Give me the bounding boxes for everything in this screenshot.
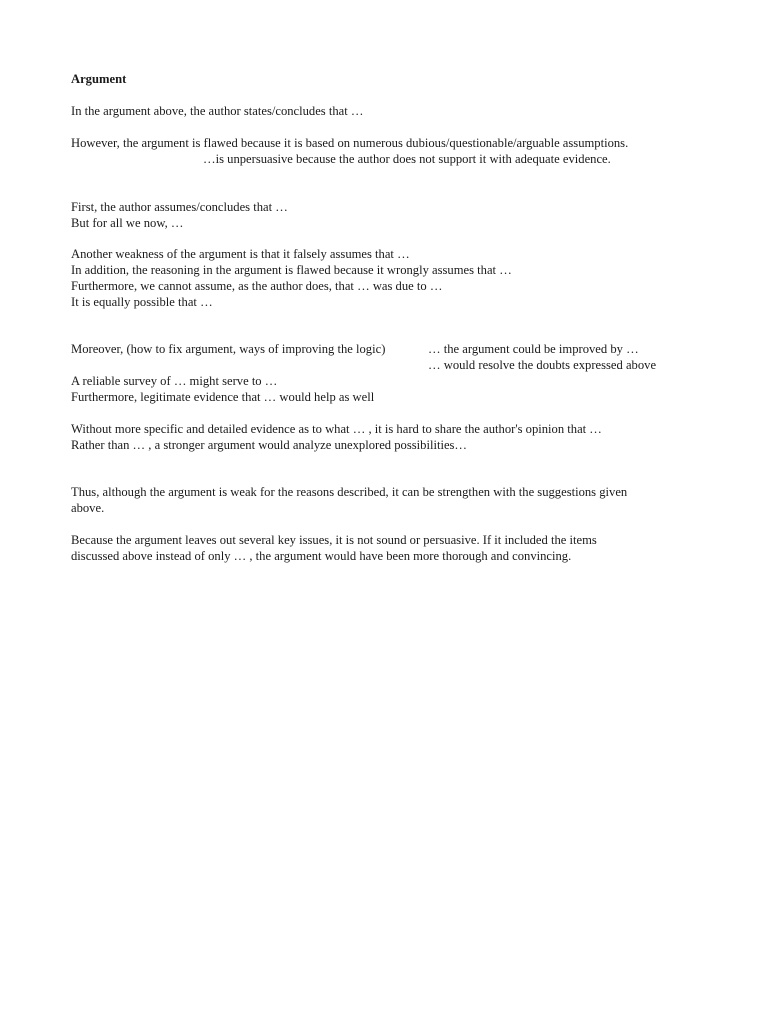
rather-line: Rather than … , a stronger argument would analyze unexplored possibilities… [71,438,468,452]
however-alternative-line: …is unpersuasive because the author does not support it with adequate evidence. [203,152,611,166]
because-line-2: discussed above instead of only … , the argument would have been more thorough and convincing. [71,549,572,563]
however-line: However, the argument is flawed because it is based on numerous dubious/questionable/arguable assumptions. [71,136,629,150]
thus-line-1: Thus, although the argument is weak for the reasons described, it can be strengthen with the suggestions given [71,485,628,499]
document-title: Argument [71,72,127,86]
weakness-line-2: In addition, the reasoning in the argument is flawed because it wrongly assumes that … [71,263,512,277]
weakness-line-3: Furthermore, we cannot assume, as the author does, that … was due to … [71,279,443,293]
weakness-line-1: Another weakness of the argument is that it falsely assumes that … [71,247,410,261]
survey-line: A reliable survey of … might serve to … [71,374,278,388]
weakness-line-4: It is equally possible that … [71,295,213,309]
moreover-option-2: … would resolve the doubts expressed above [428,358,657,372]
evidence-line: Furthermore, legitimate evidence that … would help as well [71,390,375,404]
without-line: Without more specific and detailed evidence as to what … , it is hard to share the author's opinion that … [71,422,602,436]
because-line-1: Because the argument leaves out several key issues, it is not sound or persuasive. If it included the items [71,533,597,547]
first-followup-line: But for all we now, … [71,216,184,230]
intro-line: In the argument above, the author states/concludes that … [71,104,364,118]
moreover-option-1: … the argument could be improved by … [428,342,639,356]
first-line: First, the author assumes/concludes that … [71,200,288,214]
moreover-line: Moreover, (how to fix argument, ways of improving the logic) [71,342,386,356]
thus-line-2: above. [71,501,105,515]
